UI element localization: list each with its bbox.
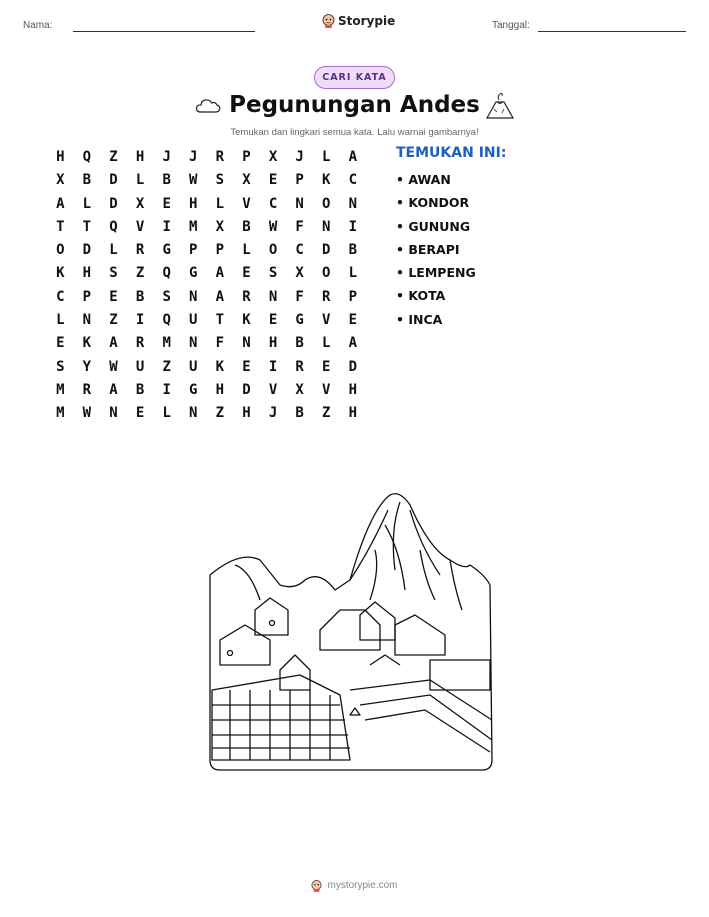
word-list-item: • INCA (396, 311, 443, 327)
grid-cell[interactable]: L (322, 335, 331, 352)
grid-cell[interactable]: Z (215, 405, 225, 422)
grid-cell[interactable]: E (268, 312, 278, 329)
grid-cell[interactable]: T (215, 312, 225, 329)
machu-picchu-illustration (200, 490, 510, 775)
word-search-grid (47, 147, 366, 427)
grid-cell[interactable]: W (109, 358, 118, 375)
grid-cell[interactable]: S (268, 265, 278, 282)
grid-cell[interactable]: J (162, 149, 171, 165)
grid-cell[interactable]: R (295, 358, 304, 375)
grid-cell[interactable]: L (215, 195, 225, 212)
grid-cell[interactable]: A (215, 265, 225, 282)
grid-cell[interactable]: X (295, 381, 304, 398)
grid-cell[interactable]: I (162, 218, 171, 235)
grid-cell[interactable]: A (348, 149, 358, 165)
grid-cell[interactable]: M (189, 218, 198, 235)
grid-cell[interactable]: X (242, 172, 251, 189)
grid-cell[interactable]: I (348, 218, 358, 235)
grid-cell[interactable]: L (322, 149, 331, 165)
word-list-item: • KOTA (396, 288, 446, 304)
grid-cell[interactable]: P (215, 242, 225, 259)
grid-cell[interactable]: R (215, 149, 225, 165)
grid-cell[interactable]: J (189, 149, 198, 165)
grid-cell[interactable]: B (295, 405, 304, 422)
grid-cell[interactable]: G (189, 381, 198, 398)
word-list-item: • BERAPI (396, 241, 460, 257)
grid-cell[interactable]: R (82, 381, 92, 398)
grid-cell[interactable]: D (109, 195, 118, 212)
activity-badge: CARI KATA (314, 66, 395, 89)
grid-cell[interactable]: C (295, 242, 304, 259)
grid-cell[interactable]: A (348, 335, 358, 352)
grid-cell[interactable]: A (109, 381, 118, 398)
grid-cell[interactable]: X (295, 265, 304, 282)
grid-cell[interactable]: D (348, 358, 358, 375)
grid-cell[interactable]: H (189, 195, 198, 212)
grid-cell[interactable]: L (56, 312, 65, 329)
grid-cell[interactable]: L (82, 195, 92, 212)
grid-cell[interactable]: S (215, 172, 225, 189)
grid-cell[interactable]: C (348, 172, 358, 189)
grid-cell[interactable]: T (82, 218, 92, 235)
grid-cell[interactable]: G (189, 265, 198, 282)
volcano-icon (485, 91, 515, 119)
grid-cell[interactable]: R (135, 242, 145, 259)
grid-cell[interactable]: P (242, 149, 251, 165)
grid-cell[interactable]: H (242, 405, 251, 422)
grid-cell[interactable]: Q (162, 265, 171, 282)
grid-cell[interactable]: O (322, 195, 331, 212)
word-list-item: • LEMPENG (396, 265, 476, 281)
mascot-logo-icon (322, 13, 335, 28)
grid-cell[interactable]: L (135, 172, 145, 189)
grid-cell[interactable]: R (242, 288, 251, 305)
word-list-item: • AWAN (396, 172, 451, 187)
grid-cell[interactable]: F (215, 335, 225, 352)
grid-cell[interactable]: C (268, 195, 278, 212)
grid-cell[interactable]: N (348, 195, 358, 212)
grid-cell[interactable]: C (56, 288, 65, 305)
grid-cell[interactable]: M (56, 405, 65, 422)
grid-cell[interactable]: N (322, 218, 331, 235)
grid-cell[interactable]: H (348, 405, 358, 422)
grid-cell[interactable]: Z (322, 405, 331, 422)
grid-cell[interactable]: H (268, 335, 278, 352)
grid-cell[interactable]: B (135, 381, 145, 398)
word-list (396, 170, 476, 333)
grid-cell[interactable]: N (109, 405, 118, 422)
grid-cell[interactable]: P (348, 288, 358, 305)
grid-cell[interactable]: P (189, 242, 198, 259)
name-line[interactable] (73, 31, 255, 32)
grid-cell[interactable]: H (135, 149, 145, 165)
grid-cell[interactable]: E (322, 358, 331, 375)
grid-cell[interactable]: U (189, 312, 198, 329)
grid-cell[interactable]: A (109, 335, 118, 352)
word-list-title: TEMUKAN INI: (396, 145, 507, 161)
grid-cell[interactable]: J (295, 149, 304, 165)
grid-cell[interactable]: X (56, 172, 65, 189)
grid-cell[interactable]: L (348, 265, 358, 282)
grid-cell[interactable]: I (135, 312, 145, 329)
grid-cell[interactable]: V (322, 312, 331, 329)
grid-cell[interactable]: P (82, 288, 92, 305)
grid-cell[interactable]: B (295, 335, 304, 352)
footer (0, 879, 709, 892)
grid-cell[interactable]: P (295, 172, 304, 189)
grid-cell[interactable]: Z (109, 312, 118, 329)
grid-cell[interactable]: H (82, 265, 92, 282)
grid-cell[interactable]: S (162, 288, 171, 305)
grid-cell[interactable]: B (135, 288, 145, 305)
brand-logo (322, 13, 395, 28)
grid-cell[interactable]: V (135, 218, 145, 235)
grid-cell[interactable]: L (109, 242, 118, 259)
grid-cell[interactable]: H (56, 149, 65, 165)
grid-cell[interactable]: K (56, 265, 65, 282)
grid-cell[interactable]: K (242, 312, 251, 329)
grid-cell[interactable]: E (56, 335, 65, 352)
grid-cell[interactable]: T (56, 218, 65, 235)
grid-cell[interactable]: R (135, 335, 145, 352)
grid-cell[interactable]: V (322, 381, 331, 398)
grid-cell[interactable]: N (242, 335, 251, 352)
word-list-item: • GUNUNG (396, 218, 471, 234)
grid-cell[interactable]: F (295, 288, 304, 305)
grid-cell[interactable]: A (56, 195, 65, 212)
grid-cell[interactable]: Z (135, 265, 145, 282)
grid-cell[interactable]: E (348, 312, 358, 329)
grid-cell[interactable]: W (189, 172, 198, 189)
grid-cell[interactable]: X (215, 218, 225, 235)
grid-cell[interactable]: E (242, 265, 251, 282)
grid-cell[interactable]: G (295, 312, 304, 329)
grid-cell[interactable]: E (242, 358, 251, 375)
grid-cell[interactable]: D (109, 172, 118, 189)
instructions: Temukan dan lingkari semua kata. Lalu warnai gambarnya! (230, 127, 479, 138)
grid-cell[interactable]: U (135, 358, 145, 375)
word-list-item: • KONDOR (396, 195, 470, 211)
grid-cell[interactable]: O (268, 242, 278, 259)
grid-cell[interactable]: E (109, 288, 118, 305)
grid-cell[interactable]: I (162, 381, 171, 398)
grid-cell[interactable]: U (189, 358, 198, 375)
grid-cell[interactable]: J (268, 405, 278, 422)
grid-cell[interactable]: H (348, 381, 358, 398)
grid-cell[interactable]: K (82, 335, 92, 352)
grid-cell[interactable]: L (242, 242, 251, 259)
brand-name: Storypie (338, 13, 396, 28)
grid-cell[interactable]: N (268, 288, 278, 305)
grid-cell[interactable]: V (242, 195, 251, 212)
grid-cell[interactable]: W (82, 405, 92, 422)
grid-cell[interactable]: Q (82, 149, 92, 165)
grid-cell[interactable]: Y (82, 358, 92, 375)
grid-cell[interactable]: N (189, 288, 198, 305)
grid-cell[interactable]: K (215, 358, 225, 375)
date-field[interactable] (492, 20, 530, 31)
grid-cell[interactable]: B (242, 218, 251, 235)
grid-cell[interactable]: N (82, 312, 92, 329)
grid-cell[interactable]: X (135, 195, 145, 212)
grid-cell[interactable]: X (268, 149, 278, 165)
grid-cell[interactable]: M (162, 335, 171, 352)
grid-cell[interactable]: N (295, 195, 304, 212)
name-label: Nama: (23, 20, 53, 31)
grid-cell[interactable]: R (322, 288, 331, 305)
grid-cell[interactable]: E (268, 172, 278, 189)
grid-cell[interactable]: H (215, 381, 225, 398)
footer-url[interactable]: mystorypie.com (327, 880, 398, 891)
grid-cell[interactable]: O (322, 265, 331, 282)
grid-cell[interactable]: K (322, 172, 331, 189)
grid-cell[interactable]: W (268, 218, 278, 235)
grid-cell[interactable]: E (135, 405, 145, 422)
grid-cell[interactable]: E (162, 195, 171, 212)
grid-cell[interactable]: Q (109, 218, 118, 235)
grid-cell[interactable]: M (56, 381, 65, 398)
grid-cell[interactable]: S (56, 358, 65, 375)
grid-cell[interactable]: B (162, 172, 171, 189)
date-line[interactable] (538, 31, 686, 32)
grid-cell[interactable]: V (268, 381, 278, 398)
grid-cell[interactable]: S (109, 265, 118, 282)
name-field[interactable] (23, 20, 52, 31)
grid-cell[interactable]: Q (162, 312, 171, 329)
grid-cell[interactable]: B (348, 242, 358, 259)
grid-cell[interactable]: N (189, 335, 198, 352)
grid-cell[interactable]: B (82, 172, 92, 189)
date-label: Tanggal: (492, 20, 530, 31)
page-title: Pegunungan Andes (229, 92, 480, 118)
grid-cell[interactable]: Z (109, 149, 118, 165)
grid-cell[interactable]: I (268, 358, 278, 375)
grid-cell[interactable]: D (322, 242, 331, 259)
grid-cell[interactable]: O (56, 242, 65, 259)
grid-cell[interactable]: D (82, 242, 92, 259)
grid-cell[interactable]: G (162, 242, 171, 259)
grid-cell[interactable]: L (162, 405, 171, 422)
grid-cell[interactable]: A (215, 288, 225, 305)
grid-cell[interactable]: F (295, 218, 304, 235)
grid-cell[interactable]: D (242, 381, 251, 398)
grid-cell[interactable]: N (189, 405, 198, 422)
mascot-footer-icon (311, 879, 322, 892)
grid-cell[interactable]: Z (162, 358, 171, 375)
